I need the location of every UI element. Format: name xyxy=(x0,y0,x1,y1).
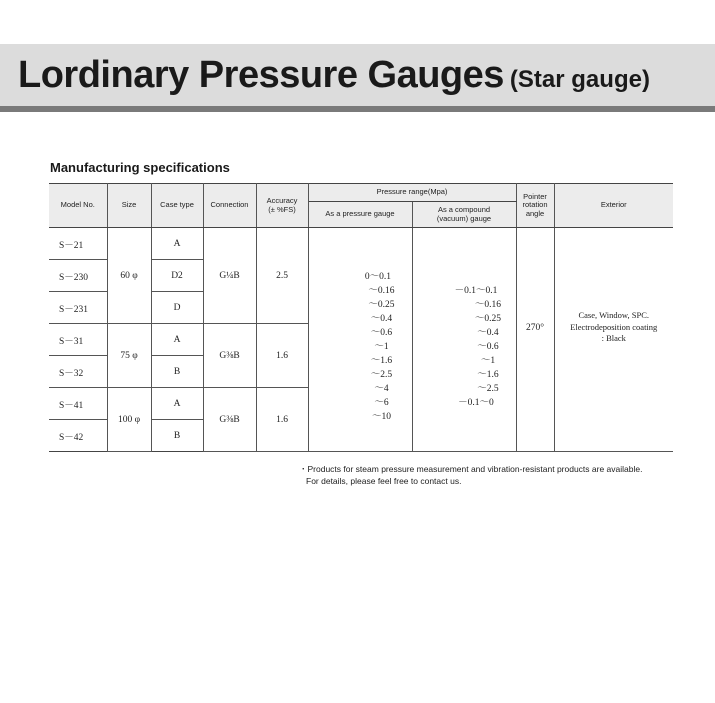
exterior-line: Electrodeposition coating xyxy=(570,321,658,332)
cell-model: S－231 xyxy=(49,292,107,324)
footnote-line-1: ・Products for steam pressure measurement and vibration-resistant products are available. xyxy=(299,464,643,474)
pressure-range-value: 0～0.1 xyxy=(364,271,392,282)
header-as-pressure: As a pressure gauge xyxy=(308,202,412,228)
header-pointer-angle xyxy=(516,184,554,228)
header-accuracy-unit: (± %FS) xyxy=(268,204,296,214)
header-accuracy-label: Accuracy xyxy=(266,195,298,205)
pressure-range-value: ～10 xyxy=(371,411,391,422)
cell-case-type: A xyxy=(151,228,203,260)
header-case-type: Case type xyxy=(151,184,203,228)
pressure-range-value: ～0.6 xyxy=(370,327,393,338)
header-pointer-3: angle xyxy=(525,208,545,218)
pressure-range-value: ～0.4 xyxy=(370,313,393,324)
compound-range-value: －0.1～0 xyxy=(458,397,494,408)
cell-model: S－31 xyxy=(49,324,107,356)
cell-size: 100 φ xyxy=(107,388,151,452)
pressure-range-value: ～1 xyxy=(374,341,389,352)
cell-model: S－32 xyxy=(49,356,107,388)
cell-model: S－21 xyxy=(49,228,107,260)
compound-range-cell xyxy=(412,228,516,452)
cell-case-type: A xyxy=(151,324,203,356)
compound-range-value: ～0.25 xyxy=(474,313,502,324)
header-pointer-1: Pointer xyxy=(523,191,547,201)
cell-accuracy: 1.6 xyxy=(256,324,308,388)
header-pressure-range: Pressure range(Mpa) xyxy=(308,184,516,202)
pressure-range-cell xyxy=(308,228,412,452)
exterior-text xyxy=(570,310,657,345)
compound-range-value: ～1 xyxy=(480,355,496,366)
cell-model: S－42 xyxy=(49,420,107,452)
cell-connection: G⅜B xyxy=(203,324,256,388)
spec-table xyxy=(49,183,673,452)
cell-exterior xyxy=(554,228,673,452)
exterior-line: : Black xyxy=(601,333,626,344)
pressure-range-value: ～0.25 xyxy=(368,299,395,310)
section-heading: Manufacturing specifications xyxy=(50,160,230,175)
pressure-range-value: ～6 xyxy=(374,397,389,408)
pressure-range-value: ～4 xyxy=(374,383,389,394)
header-connection: Connection xyxy=(203,184,256,228)
header-size: Size xyxy=(107,184,151,228)
footnote xyxy=(299,463,642,487)
cell-model: S－41 xyxy=(49,388,107,420)
compound-range-value: ～0.6 xyxy=(477,341,499,352)
cell-case-type: D2 xyxy=(151,260,203,292)
cell-model: S－230 xyxy=(49,260,107,292)
header-compound-2: (vacuum) gauge xyxy=(436,213,492,223)
compound-range-value: ～0.16 xyxy=(474,299,502,310)
page-title xyxy=(18,54,650,97)
compound-range-value: ～1.6 xyxy=(477,369,499,380)
cell-connection: G¼B xyxy=(203,228,256,324)
title-rule xyxy=(0,106,715,112)
cell-pointer-angle xyxy=(516,228,554,452)
pressure-range-value: ～1.6 xyxy=(370,355,393,366)
header-as-compound xyxy=(412,202,516,228)
title-main: Lordinary Pressure Gauges xyxy=(18,54,504,96)
cell-connection: G⅜B xyxy=(203,388,256,452)
cell-size: 60 φ xyxy=(107,228,151,324)
cell-size: 75 φ xyxy=(107,324,151,388)
pressure-range-value: ～2.5 xyxy=(370,369,393,380)
cell-case-type: A xyxy=(151,388,203,420)
header-compound-1: As a compound xyxy=(437,204,491,214)
header-pointer-2: rotation xyxy=(522,200,548,210)
compound-range-value: ～2.5 xyxy=(477,383,499,394)
title-sub: (Star gauge) xyxy=(509,66,650,93)
compound-range-value: ～0.4 xyxy=(477,327,499,338)
cell-case-type: B xyxy=(151,356,203,388)
header-accuracy xyxy=(256,184,308,228)
cell-case-type: D xyxy=(151,292,203,324)
exterior-line: Case, Window, SPC. xyxy=(578,310,649,321)
compound-range-value: －0.1～0.1 xyxy=(454,285,498,296)
cell-accuracy: 1.6 xyxy=(256,388,308,452)
pointer-angle-value: 270° xyxy=(525,322,545,333)
cell-accuracy: 2.5 xyxy=(256,228,308,324)
footnote-line-2: For details, please feel free to contact us. xyxy=(306,476,462,486)
pressure-range-value: ～0.16 xyxy=(368,285,395,296)
header-exterior: Exterior xyxy=(554,184,673,228)
cell-case-type: B xyxy=(151,420,203,452)
header-model-no: Model No. xyxy=(49,184,107,228)
